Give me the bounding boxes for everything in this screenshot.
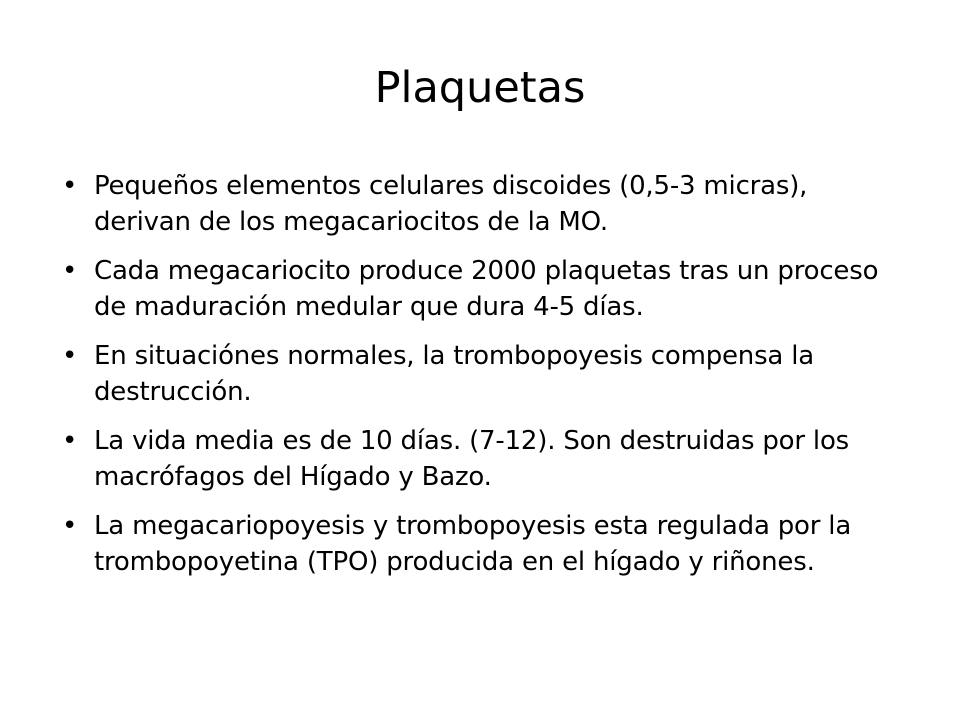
bullet-icon: • [62,511,78,541]
bullet-text: La vida media es de 10 días. (7-12). Son destruidas por los macrófagos del Hígado y Bazo. [94,426,849,492]
bullet-text: La megacariopoyesis y trombopoyesis esta regulada por la trombopoyetina (TPO) producida en el hígado y riñones. [94,511,852,577]
bullet-text: Cada megacariocito produce 2000 plaquetas tras un proceso de maduración medular que dura 4-5 días. [94,256,879,322]
bullet-text: Pequeños elementos celulares discoides (0,5-3 micras), derivan de los megacariocitos de la MO. [94,171,808,237]
bullet-icon: • [62,341,78,371]
bullet-icon: • [62,171,78,201]
bullet-item [62,253,902,325]
bullet-item [62,508,902,580]
bullet-list [62,168,902,593]
bullet-item [62,423,902,495]
bullet-item [62,168,902,240]
bullet-text: En situaciónes normales, la trombopoyesis compensa la destrucción. [94,341,814,407]
slide-title: Plaquetas [374,63,586,113]
bullet-icon: • [62,256,78,286]
bullet-item [62,338,902,410]
bullet-icon: • [62,426,78,456]
